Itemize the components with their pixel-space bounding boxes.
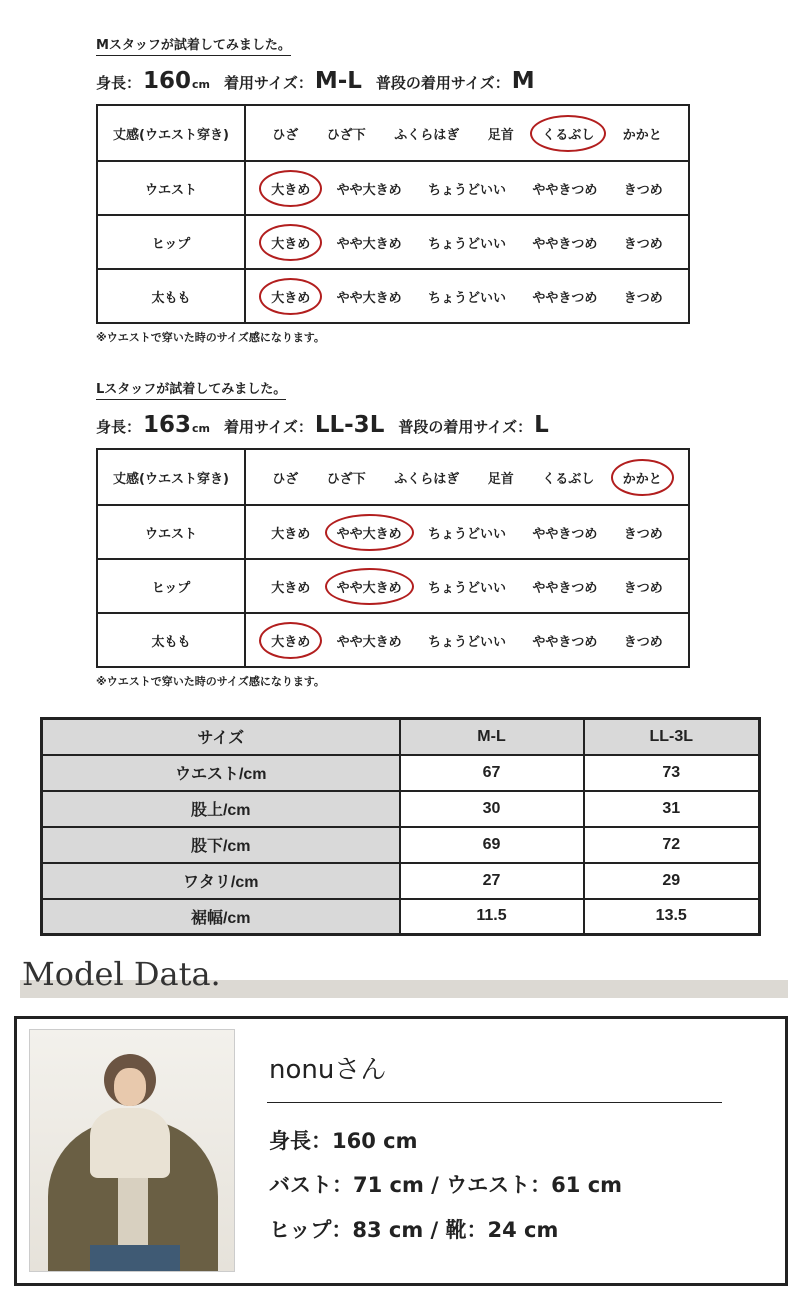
size-table-section [40, 717, 761, 936]
fit-option: やや大きめ [336, 182, 402, 198]
fit-option: 足首 [487, 127, 514, 143]
staff-m-stats [96, 68, 690, 98]
model-height: 身長：160 cm [269, 1129, 418, 1153]
row-label: ワタリ/cm [42, 863, 400, 899]
fit-option: ややきつめ [532, 182, 598, 198]
height-unit: cm [192, 422, 211, 435]
fit-options [246, 450, 688, 504]
fit-row-label: ウエスト [98, 506, 246, 558]
fit-note: ※ウエストで穿いた時のサイズ感になります。 [96, 675, 325, 688]
model-section-title: Model Data. [22, 955, 221, 993]
fit-option: きつめ [623, 290, 663, 306]
fit-option: くるぶし [542, 471, 595, 487]
row-label: 股上/cm [42, 791, 400, 827]
fit-row [98, 268, 688, 322]
fit-option-selected: やや大きめ [337, 523, 402, 542]
cell-ml: 67 [400, 755, 584, 791]
fit-option: ふくらはぎ [394, 471, 460, 487]
fit-row [98, 214, 688, 268]
table-row [42, 755, 760, 791]
height-unit: cm [192, 78, 211, 91]
height-label: 身長： [96, 418, 142, 436]
table-row [42, 827, 760, 863]
cell-ll3l: 29 [584, 863, 760, 899]
row-label: ウエスト/cm [42, 755, 400, 791]
cell-ml: 11.5 [400, 899, 584, 935]
fit-row-label: ヒップ [98, 216, 246, 268]
fit-options [246, 270, 688, 322]
fit-option: やや大きめ [336, 236, 402, 252]
worn-size-label: 着用サイズ： [224, 418, 313, 436]
staff-l-stats [96, 412, 690, 442]
usual-size-value: M [511, 68, 535, 94]
size-header-ml: M-L [400, 719, 584, 755]
fit-option-selected: やや大きめ [337, 577, 402, 596]
fit-option: 大きめ [271, 526, 311, 542]
model-name: nonuさん [269, 1055, 387, 1085]
fit-options [246, 506, 688, 558]
size-table-header-row [42, 719, 760, 755]
fit-row-label: 太もも [98, 614, 246, 666]
row-label: 股下/cm [42, 827, 400, 863]
fit-option: ちょうどいい [427, 526, 506, 542]
model-bust-waist: バスト：71 cm / ウエスト：61 cm [269, 1173, 623, 1197]
fit-option: ひざ [272, 127, 299, 143]
fit-option: きつめ [623, 526, 663, 542]
fit-note: ※ウエストで穿いた時のサイズ感になります。 [96, 331, 325, 344]
fit-option: ちょうどいい [427, 236, 506, 252]
fit-option: ちょうどいい [427, 634, 506, 650]
height-label: 身長： [96, 74, 142, 92]
usual-size-label: 普段の着用サイズ： [375, 74, 510, 92]
fit-options [246, 560, 688, 612]
cell-ll3l: 31 [584, 791, 760, 827]
fit-option: ややきつめ [532, 580, 598, 596]
fit-option: ちょうどいい [427, 290, 506, 306]
fit-row [98, 504, 688, 558]
fit-option: ちょうどいい [427, 182, 506, 198]
staff-m-heading: Mスタッフが試着してみました。 [96, 34, 291, 56]
staff-m-section [96, 34, 690, 345]
fit-option: きつめ [623, 236, 663, 252]
model-photo [29, 1029, 235, 1272]
model-hip-shoe: ヒップ：83 cm / 靴：24 cm [269, 1218, 559, 1242]
fit-option: ひざ下 [326, 471, 366, 487]
cell-ml: 27 [400, 863, 584, 899]
cell-ll3l: 72 [584, 827, 760, 863]
fit-option: ひざ下 [326, 127, 366, 143]
fit-option: ふくらはぎ [394, 127, 460, 143]
worn-size-label: 着用サイズ： [224, 74, 313, 92]
fit-option: ややきつめ [532, 290, 598, 306]
size-header-label: サイズ [42, 719, 400, 755]
fit-option: ややきつめ [532, 634, 598, 650]
fit-option-selected: 大きめ [271, 631, 310, 650]
staff-l-heading: Lスタッフが試着してみました。 [96, 378, 286, 400]
fit-option: やや大きめ [336, 290, 402, 306]
fit-row-label: 丈感(ウエスト穿き) [98, 106, 246, 160]
fit-option: かかと [622, 127, 662, 143]
cell-ml: 30 [400, 791, 584, 827]
fit-row [98, 612, 688, 666]
divider [267, 1102, 722, 1103]
fit-row-label: ウエスト [98, 162, 246, 214]
fit-option-selected: くるぶし [542, 124, 594, 143]
staff-l-section [96, 378, 690, 689]
fit-row-label: 太もも [98, 270, 246, 322]
fit-options [246, 216, 688, 268]
fit-option-selected: 大きめ [271, 179, 310, 198]
fit-option: 大きめ [271, 580, 311, 596]
cell-ll3l: 13.5 [584, 899, 760, 935]
fit-row [98, 450, 688, 504]
model-card [14, 1016, 788, 1286]
fit-option: ややきつめ [532, 236, 598, 252]
height-value: 163 [143, 412, 192, 438]
size-table [40, 717, 761, 936]
fit-option-selected: かかと [623, 468, 662, 487]
cell-ll3l: 73 [584, 755, 760, 791]
worn-size-value: M-L [314, 68, 362, 94]
fit-option: きつめ [623, 182, 663, 198]
fit-option: きつめ [623, 634, 663, 650]
fit-option: やや大きめ [336, 634, 402, 650]
fit-option: ややきつめ [532, 526, 598, 542]
fit-table-l [96, 448, 690, 668]
fit-option-selected: 大きめ [271, 233, 310, 252]
table-row [42, 863, 760, 899]
worn-size-value: LL-3L [314, 412, 385, 438]
fit-row [98, 558, 688, 612]
table-row [42, 899, 760, 935]
usual-size-label: 普段の着用サイズ： [398, 418, 533, 436]
row-label: 裾幅/cm [42, 899, 400, 935]
fit-row [98, 160, 688, 214]
fit-row-label: ヒップ [98, 560, 246, 612]
fit-options [246, 162, 688, 214]
table-row [42, 791, 760, 827]
fit-row-label: 丈感(ウエスト穿き) [98, 450, 246, 504]
fit-option: ひざ [272, 471, 299, 487]
usual-size-value: L [534, 412, 549, 438]
cell-ml: 69 [400, 827, 584, 863]
fit-options [246, 106, 688, 160]
fit-table-m [96, 104, 690, 324]
height-value: 160 [143, 68, 192, 94]
fit-options [246, 614, 688, 666]
fit-option: 足首 [487, 471, 514, 487]
size-header-ll3l: LL-3L [584, 719, 760, 755]
fit-option: ちょうどいい [427, 580, 506, 596]
fit-row [98, 106, 688, 160]
fit-option: きつめ [623, 580, 663, 596]
fit-option-selected: 大きめ [271, 287, 310, 306]
